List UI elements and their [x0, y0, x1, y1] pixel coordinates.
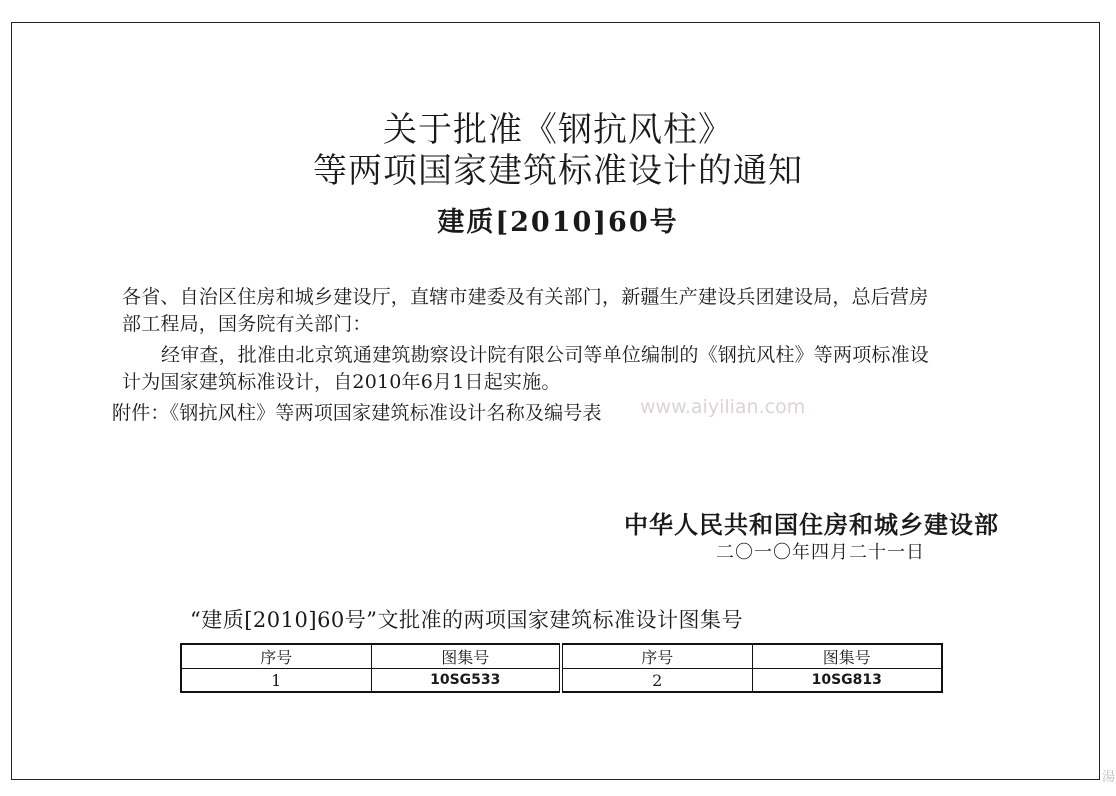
table-caption: “建质[2010]60号”文批准的两项国家建筑标准设计图集号: [190, 608, 744, 632]
addressee-line-2: 部工程局，国务院有关部门：: [122, 313, 372, 335]
header-atlas-1: 图集号: [371, 644, 561, 669]
header-serial-2: 序号: [561, 644, 752, 669]
atlas-number-table: [180, 643, 943, 693]
cell-atlas-1: 10SG533: [371, 669, 561, 693]
table-row: [181, 669, 942, 693]
content-line-1: 经审查，批准由北京筑通建筑勘察设计院有限公司等单位编制的《钢抗风柱》等两项标准设: [161, 344, 930, 366]
addressee-line-1: 各省、自治区住房和城乡建设厅，直辖市建委及有关部门，新疆生产建设兵团建设局，总后营房: [122, 286, 929, 308]
notice-title-line-2: 等两项国家建筑标准设计的通知: [313, 151, 803, 191]
table-header-row: [181, 644, 942, 669]
document-number: 建质[2010]60号: [437, 207, 679, 238]
content-line-2: 计为国家建筑标准设计，自2010年6月1日起实施。: [122, 371, 561, 393]
watermark-text: www.aiyilian.com: [640, 396, 806, 418]
cell-serial-1: 1: [181, 669, 371, 693]
cell-atlas-2: 10SG813: [752, 669, 942, 693]
attachment-line: 附件：《钢抗风柱》等两项国家建筑标准设计名称及编号表: [112, 402, 602, 424]
cell-serial-2: 2: [561, 669, 752, 693]
corner-mark: 湯: [1102, 770, 1116, 785]
issue-date: 二〇一〇年四月二十一日: [716, 542, 925, 563]
issuing-authority: 中华人民共和国住房和城乡建设部: [624, 511, 999, 539]
header-serial-1: 序号: [181, 644, 371, 669]
notice-title-line-1: 关于批准《钢抗风柱》: [383, 110, 733, 150]
header-atlas-2: 图集号: [752, 644, 942, 669]
